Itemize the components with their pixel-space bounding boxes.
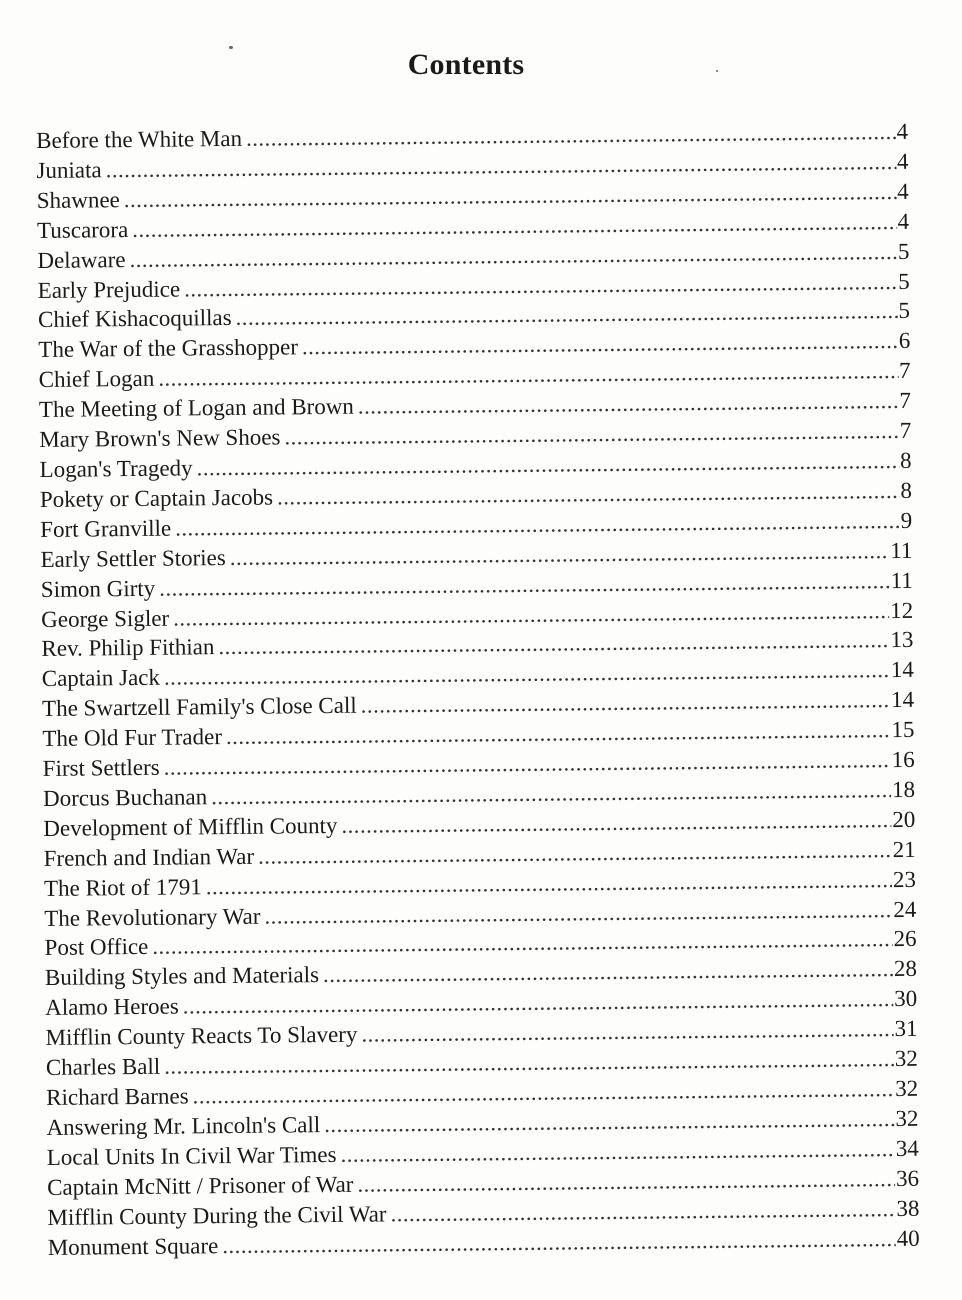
toc-page-number: 13: [890, 627, 914, 653]
toc-page-number: 7: [898, 358, 911, 384]
toc-entry-title: Simon Girty: [40, 575, 156, 602]
toc-page-number: 16: [891, 746, 915, 773]
toc-entry-title: Delaware: [37, 246, 126, 273]
toc-entry-title: Monument Square: [47, 1232, 219, 1260]
toc-page-number: 28: [893, 956, 918, 982]
toc-entry-title: Early Prejudice: [37, 276, 181, 303]
toc-entry-title: Shawnee: [36, 186, 120, 213]
toc-page-number: 30: [894, 986, 918, 1012]
toc-page-number: 32: [894, 1045, 918, 1072]
toc-page-number: 8: [899, 447, 912, 473]
toc-page-number: 5: [897, 238, 910, 264]
toc-entry-title: The War of the Grasshopper: [38, 334, 299, 363]
toc-page-number: 40: [896, 1225, 920, 1251]
toc-entry-title: Answering Mr. Lincoln's Call: [46, 1111, 321, 1140]
toc-entry-title: Dorcus Buchanan: [42, 784, 208, 811]
toc-entry-title: The Meeting of Logan and Brown: [38, 393, 354, 423]
toc-entry-title: The Riot of 1791: [43, 873, 202, 901]
toc-page-number: 8: [900, 477, 912, 503]
toc-entry-title: Juniata: [36, 157, 102, 183]
toc-entry-title: Logan's Tragedy: [39, 455, 193, 482]
toc-entry-title: Pokety or Captain Jacobs: [39, 484, 274, 512]
toc-page-number: 21: [892, 836, 916, 862]
toc-entry-title: Rev. Philip Fithian: [41, 634, 215, 662]
toc-page-number: 23: [892, 866, 917, 892]
toc-page-number: 5: [898, 268, 910, 294]
toc-page-number: 9: [900, 507, 913, 533]
toc-page-number: 32: [895, 1105, 919, 1131]
toc-entry-title: Alamo Heroes: [45, 993, 179, 1021]
toc-entry-title: Before the White Man: [36, 125, 243, 153]
toc-entry-title: The Swartzell Family's Close Call: [41, 692, 357, 722]
toc-entry-title: Captain McNitt / Prisoner of War: [46, 1171, 354, 1200]
toc-entry-title: French and Indian War: [43, 843, 255, 871]
toc-page-number: 36: [895, 1165, 920, 1191]
toc-page-number: 32: [894, 1075, 919, 1102]
page-title: Contents: [407, 48, 525, 81]
toc-entry-title: Building Styles and Materials: [44, 962, 320, 991]
toc-page-number: 4: [897, 178, 909, 204]
toc-entry-title: Mifflin County During the Civil War: [47, 1201, 387, 1230]
toc-page-number: 4: [896, 148, 909, 174]
toc-page-number: 11: [890, 567, 913, 593]
toc-entry-title: First Settlers: [42, 754, 160, 781]
toc-dot-leader: [222, 1224, 896, 1261]
toc-entry-title: Tuscarora: [36, 216, 129, 243]
toc-page-number: 18: [891, 776, 916, 803]
toc-entry-title: George Sigler: [41, 605, 170, 632]
toc-entry-title: Post Office: [44, 934, 149, 961]
toc-page-number: 20: [892, 806, 916, 832]
toc-page-number: 12: [889, 597, 914, 623]
toc-page-number: 5: [898, 298, 911, 324]
toc-page-number: 26: [893, 926, 917, 952]
toc-page-number: 38: [896, 1195, 920, 1221]
toc-entry-title: Local Units In Civil War Times: [46, 1141, 337, 1170]
toc-entry-title: Charles Ball: [45, 1053, 161, 1081]
toc-page-number: 24: [893, 896, 917, 922]
toc-entry-title: Chief Logan: [38, 366, 155, 393]
toc-page-number: 4: [897, 208, 910, 234]
toc-page-number: 4: [896, 118, 909, 144]
toc-entry-title: Richard Barnes: [46, 1083, 189, 1110]
toc-entry-title: Fort Granville: [40, 515, 172, 542]
toc-page-number: 14: [890, 657, 914, 683]
toc-entry-title: Early Settler Stories: [40, 544, 226, 572]
toc-entry-title: Development of Mifflin County: [43, 812, 338, 841]
toc-page-number: 34: [895, 1135, 919, 1161]
toc-entry-title: Captain Jack: [41, 665, 161, 692]
table-of-contents: [36, 117, 920, 1263]
toc-entry-title: Mary Brown's New Shoes: [39, 424, 281, 453]
toc-page-number: 7: [899, 388, 912, 414]
toc-entry-title: The Old Fur Trader: [42, 724, 223, 752]
toc-page-number: 6: [898, 328, 911, 354]
toc-entry-title: The Revolutionary War: [44, 903, 261, 931]
toc-page-number: 15: [891, 716, 915, 743]
toc-page-number: 31: [894, 1016, 918, 1042]
toc-entry-title: Mifflin County Reacts To Slavery: [45, 1021, 358, 1051]
toc-page-number: 14: [890, 687, 915, 713]
toc-page-number: 11: [890, 537, 913, 563]
toc-entry-title: Chief Kishacoquillas: [37, 305, 232, 333]
toc-page-number: 7: [899, 417, 912, 444]
